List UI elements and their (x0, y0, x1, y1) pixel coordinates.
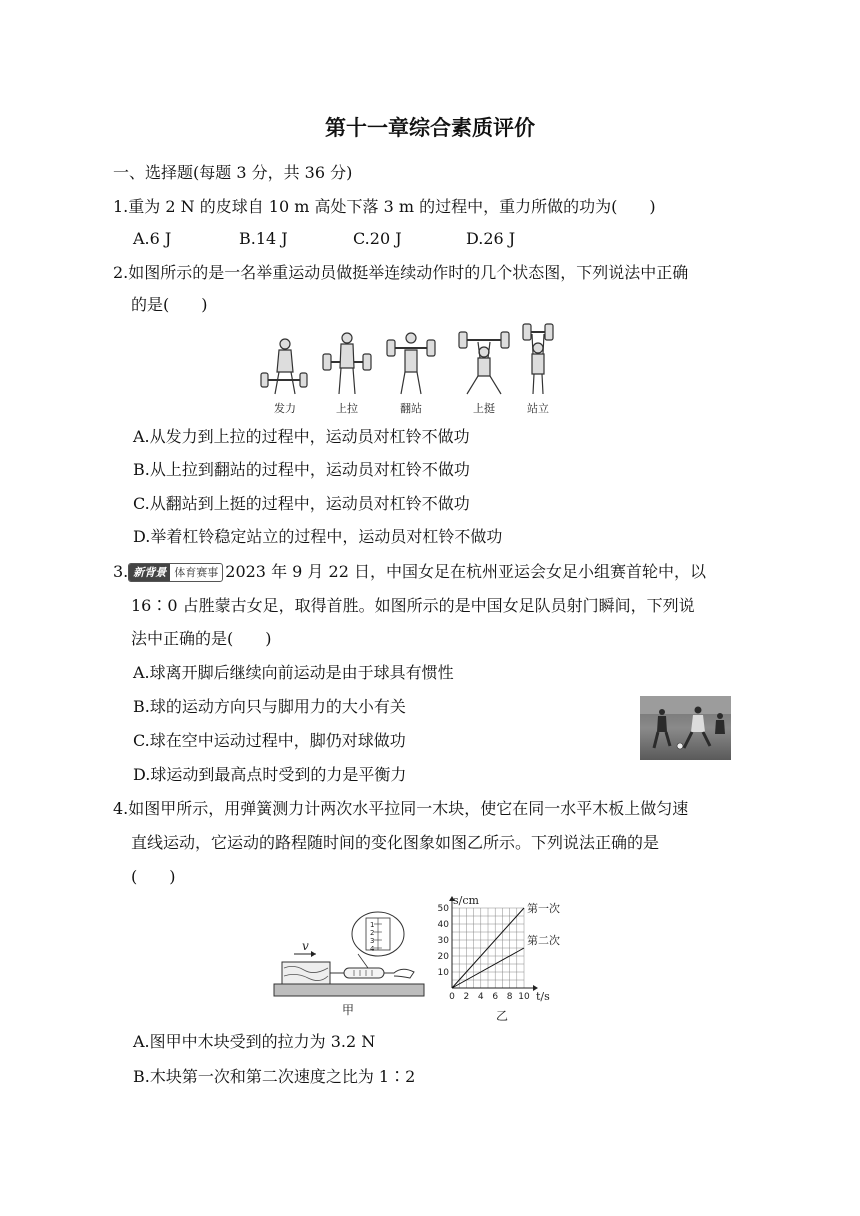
series-label: 第二次 (527, 934, 560, 947)
gauge-tick-1: 1 (370, 921, 375, 929)
soccer-photo (640, 696, 731, 760)
fig-label-fanzhan: 翻站 (400, 402, 422, 415)
fig-label-fali: 发力 (274, 402, 296, 415)
velocity-label: v (302, 939, 309, 953)
y-tick-label: 40 (437, 920, 449, 930)
wooden-block (282, 962, 330, 984)
q3-stem-line2: 16∶0 占胜蒙古女足，取得首胜。如图所示的是中国女足队员射门瞬间，下列说 (131, 596, 695, 615)
q1-option-a: A.6 J (133, 229, 172, 248)
figure-jia-spring-scale (270, 910, 430, 1022)
q1-option-b: B.14 J (239, 229, 288, 248)
fig-label-shangla: 上拉 (336, 402, 358, 415)
hand-icon (384, 969, 414, 978)
q2-option-d: D.举着杠铃稳定站立的过程中，运动员对杠铃不做功 (133, 527, 503, 546)
badge-main: 新背景 (129, 564, 170, 581)
chart-series (452, 901, 560, 988)
y-tick-label: 20 (437, 952, 449, 962)
y-axis-label: s/cm (453, 894, 479, 907)
q4-option-a: A.图甲中木块受到的拉力为 3.2 N (133, 1032, 376, 1051)
y-tick-label: 30 (437, 936, 449, 946)
fig-label-shangting: 上挺 (473, 402, 495, 415)
q4-stem-line2: 直线运动，它运动的路程随时间的变化图象如图乙所示。下列说法正确的是 (131, 833, 660, 852)
q2-option-b: B.从上拉到翻站的过程中，运动员对杠铃不做功 (133, 460, 470, 479)
figure-yi-st-chart (428, 892, 578, 1026)
new-background-badge (128, 563, 223, 582)
q3-stem-text: 2023 年 9 月 22 日，中国女足在杭州亚运会女足小组赛首轮中，以 (225, 562, 706, 581)
y-tick-label: 50 (437, 904, 449, 914)
weightlifting-figure (255, 322, 555, 418)
x-tick-label: 2 (463, 992, 470, 1002)
page-title: 第十一章综合素质评价 (325, 116, 535, 140)
q3-option-b: B.球的运动方向只与脚用力的大小有关 (133, 697, 406, 716)
spring-scale (344, 968, 384, 978)
q2-stem-line2: 的是( ) (131, 295, 208, 314)
q2-stem-line1: 2.如图所示的是一名举重运动员做挺举连续动作时的几个状态图，下列说法中正确 (113, 263, 689, 282)
q4-stem-line1: 4.如图甲所示，用弹簧测力计两次水平拉同一木块，使它在同一水平木板上做匀速 (113, 799, 689, 818)
q1-stem: 1.重为 2 N 的皮球自 10 m 高处下落 3 m 的过程中，重力所做的功为( ) (113, 197, 656, 216)
y-tick-label: 10 (437, 968, 449, 978)
series-label: 第一次 (527, 902, 560, 915)
gauge-tick-3: 3 (370, 937, 375, 945)
q3-option-a: A.球离开脚后继续向前运动是由于球具有惯性 (133, 663, 454, 682)
q1-option-c: C.20 J (353, 229, 402, 248)
q4-option-b: B.木块第一次和第二次速度之比为 1∶2 (133, 1067, 416, 1086)
q3-stem-line1 (113, 561, 706, 583)
q3-stem-line3: 法中正确的是( ) (131, 629, 272, 648)
fig-yi-label: 乙 (495, 1009, 509, 1023)
section-heading: 一、选择题(每题 3 分，共 36 分) (113, 163, 353, 182)
q3-number: 3. (113, 562, 129, 581)
gauge-tick-2: 2 (370, 929, 375, 937)
x-tick-label: 0 (449, 992, 455, 1002)
q3-option-c: C.球在空中运动过程中，脚仍对球做功 (133, 731, 406, 750)
q2-option-a: A.从发力到上拉的过程中，运动员对杠铃不做功 (133, 427, 470, 446)
q3-option-d: D.球运动到最高点时受到的力是平衡力 (133, 765, 407, 784)
gauge-tick-4: 4 (370, 945, 375, 953)
x-tick-label: 8 (506, 992, 513, 1002)
fig-label-zhanli: 站立 (527, 402, 549, 415)
badge-sub: 体育赛事 (174, 566, 219, 579)
q4-stem-line3: ( ) (131, 867, 176, 886)
wooden-board (274, 984, 424, 996)
x-tick-label: 10 (518, 992, 530, 1002)
x-tick-label: 4 (477, 992, 484, 1002)
q2-option-c: C.从翻站到上挺的过程中，运动员对杠铃不做功 (133, 494, 470, 513)
q1-option-d: D.26 J (466, 229, 516, 248)
x-axis-label: t/s (536, 990, 550, 1003)
x-tick-label: 6 (492, 992, 499, 1002)
fig-jia-label: 甲 (341, 1003, 355, 1017)
